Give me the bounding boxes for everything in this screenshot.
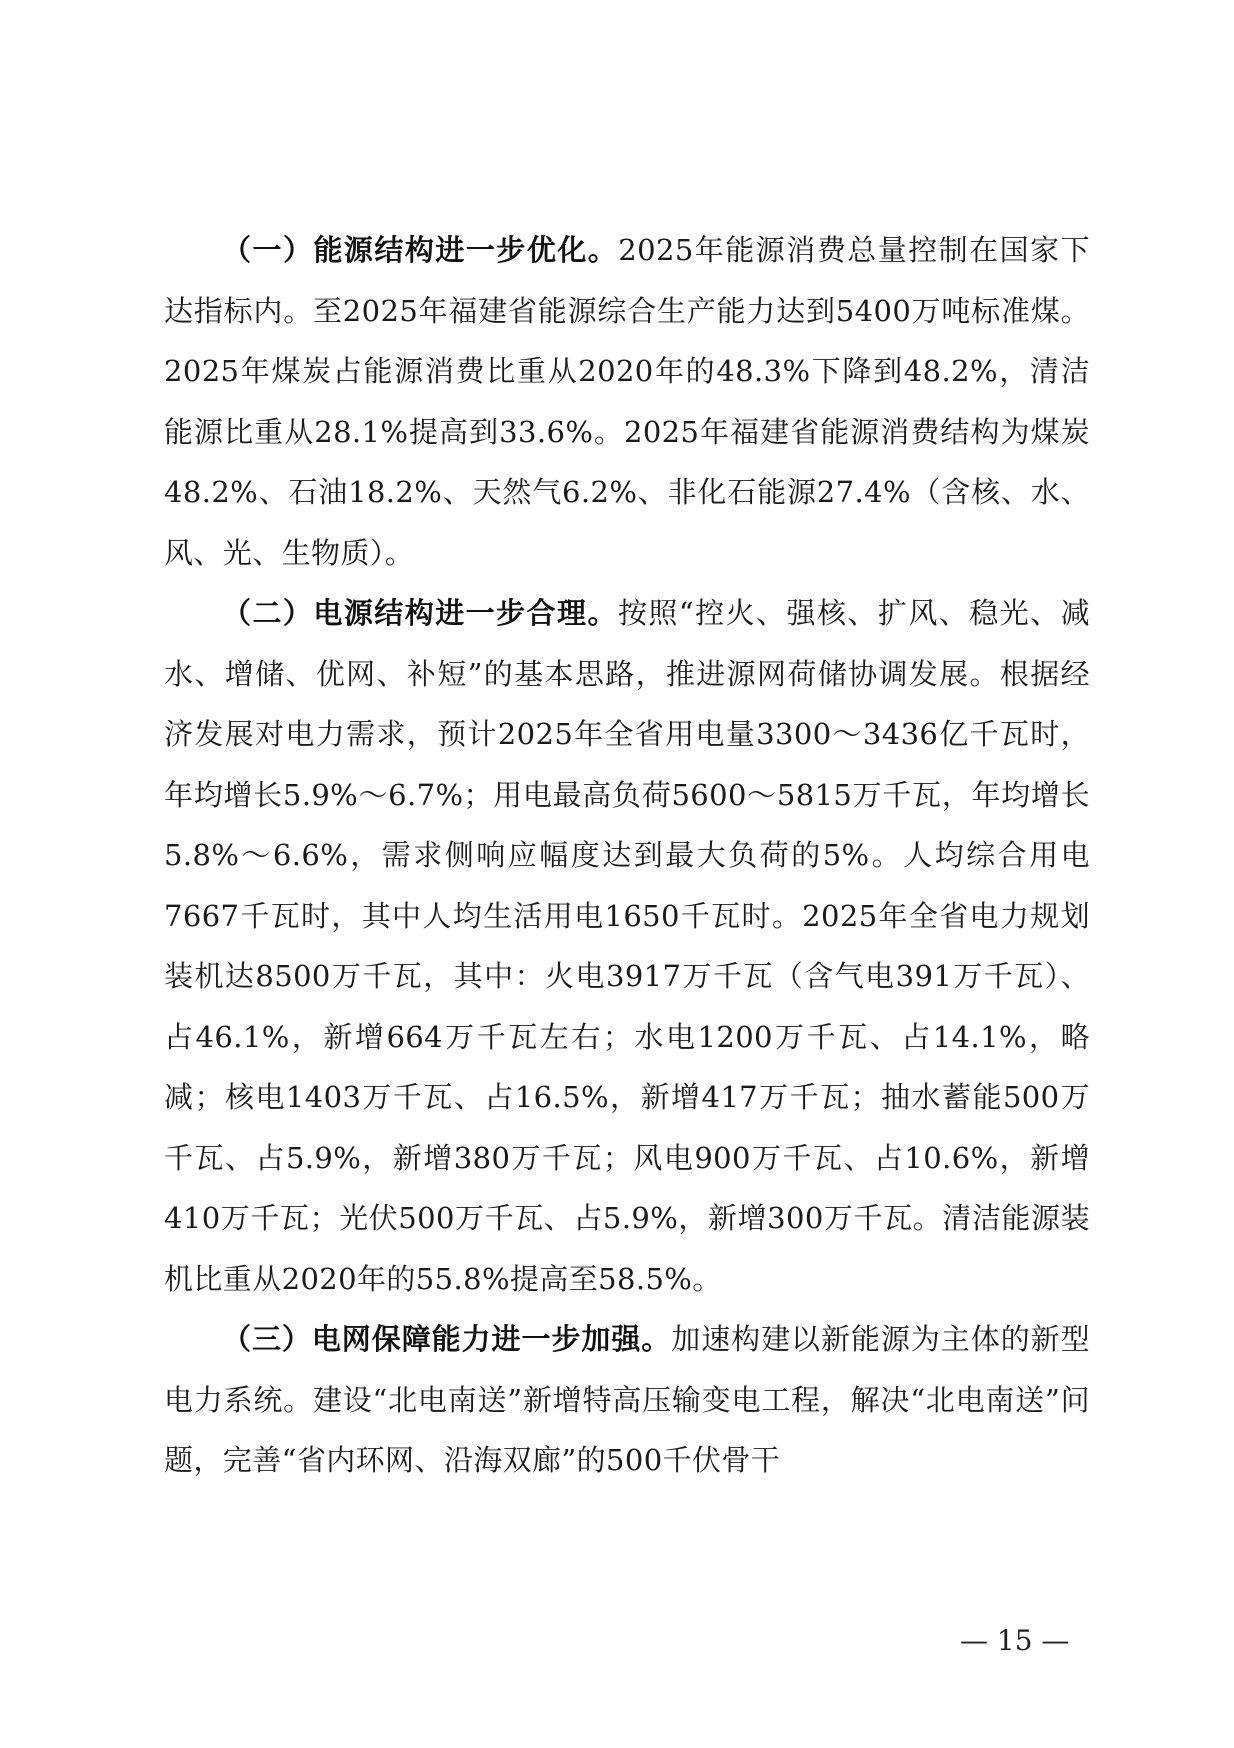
page-number: — 15 —: [960, 1624, 1070, 1657]
paragraph-text: 按照“控火、强核、扩风、稳光、减水、增储、优网、补短”的基本思路，推进源网荷储协调发展。根据经济发展对电力需求，预计2025年全省用电量3300～3436亿千瓦时，年均增长5.9%～6.7%；用电最高负荷5600～5815万千瓦，年均增长5.8%～6.6%，需求侧响应幅度达到最大负荷的5%。人均综合用电7667千瓦时，其中人均生活用电1650千瓦时。2025年全省电力规划装机达8500万千瓦，其中：火电3917万千瓦（含气电391万千瓦）、占46.1%，新增664万千瓦左右；水电1200万千瓦、占14.1%，略减；核电1403万千瓦、占16.5%，新增417万千瓦；抽水蓄能500万千瓦、占5.9%，新增380万千瓦；风电900万千瓦、占10.6%，新增410万千瓦；光伏500万千瓦、占5.9%，新增300万千瓦。清洁能源装机比重从2020年的55.8%提高至58.5%。: [164, 596, 1091, 1296]
section-heading: （三）电网保障能力进一步加强。: [222, 1322, 672, 1356]
paragraph-power-source-structure: [164, 583, 1090, 1309]
section-heading: （一）能源结构进一步优化。: [222, 233, 619, 267]
body-text: [164, 220, 1090, 1491]
paragraph-text: 加速构建以新能源为主体的新型电力系统。建设“北电南送”新增特高压输变电工程，解决“北电南送”问题，完善“省内环网、沿海双廊”的500千伏骨干: [164, 1322, 1090, 1477]
section-heading: （二）电源结构进一步合理。: [222, 596, 618, 630]
paragraph-grid-capacity: [164, 1309, 1090, 1491]
paragraph-energy-structure: [164, 220, 1090, 583]
paragraph-text: 2025年能源消费总量控制在国家下达指标内。至2025年福建省能源综合生产能力达到5400万吨标准煤。2025年煤炭占能源消费比重从2020年的48.3%下降到48.2%，清洁能源比重从28.1%提高到33.6%。2025年福建省能源消费结构为煤炭48.2%、石油18.2%、天然气6.2%、非化石能源27.4%（含核、水、风、光、生物质）。: [164, 233, 1090, 570]
